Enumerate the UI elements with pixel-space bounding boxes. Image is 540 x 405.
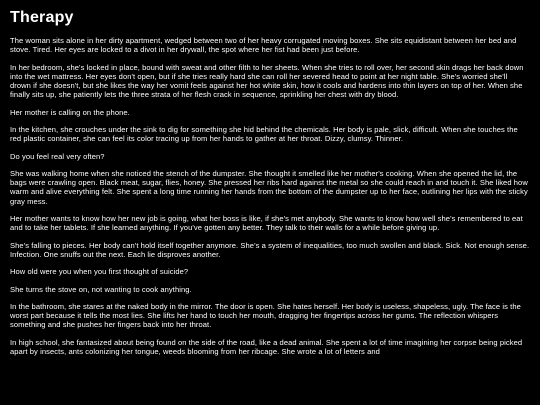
page-title: Therapy — [10, 9, 74, 26]
paragraph: She turns the stove on, not wanting to cook anything. — [10, 284, 192, 294]
paragraph: How old were you when you first thought of suicide? — [10, 267, 189, 277]
paragraph: Her mother is calling on the phone. — [10, 107, 130, 117]
paragraph: In her bedroom, she's locked in place, bound with sweat and other filth to her sheets. When she tries to roll over, her second skin drags her back down into the wet mattress. Her eyes don't open, but if she tries really hard she can roll her severed head to point at her night table. She's worried she'll drown if she doesn't, but she likes the way her vomit feels against her hot white skin, how it cools and hardens into thin layers on top of her. When she finally sits up, she patiently lets the three strata of her flesh crack in sequence, sprinkling her chest with dry blood. — [10, 62, 524, 100]
paragraph: In the bathroom, she stares at the naked body in the mirror. The door is open. She hates herself. Her body is useless, shapeless, ugly. The face is the worst part because it tells the most lies. She lifts her hand to touch her mouth, dragging her fingertips across her gums. The reflection whispers something and she pushes her fingers back into her throat. — [10, 301, 521, 330]
document-page — [10, 8, 530, 364]
story-body — [10, 36, 530, 356]
paragraph: She was walking home when she noticed the stench of the dumpster. She thought it smelled like her mother's cooking. When she opened the lid, the bags were crawling open. Black meat, sugar, flies, honey. She pressed her ribs hard against the metal so she could reach in and touch it. She liked how warm and alive everything felt. She spent a long time running her hands from the bottom of the dumpster up to her face, outlining her lips with the sticky gray mess. — [10, 168, 528, 206]
paragraph: In high school, she fantasized about being found on the side of the road, like a dead animal. She spent a lot of time imagining her corpse being picked apart by insects, ants colonizing her tongue, weeds blooming from her ribcage. She wrote a lot of letters and — [10, 337, 523, 356]
paragraph: Do you feel real very often? — [10, 151, 105, 161]
paragraph: In the kitchen, she crouches under the sink to dig for something she hid behind the chemicals. Her body is pale, slick, difficult. When she touches the red plastic container, she can feel its color tracing up from her hands to gather at her throat. Dizzy, clumsy. Thinner. — [10, 124, 518, 144]
paragraph: She's falling to pieces. Her body can't hold itself together anymore. She's a system of inequalities, too much swollen and black. Sick. Not enough sense. Infection. One snuffs out the next. Each lie disproves another. — [10, 240, 530, 259]
paragraph: Her mother wants to know how her new job is going, what her boss is like, if she's met anybody. She wants to know how well she's remembered to eat and to take her tablets. If she learned anything. If you've gotten any better. They talk to their walls for a while before giving up. — [10, 213, 523, 233]
paragraph: The woman sits alone in her dirty apartment, wedged between two of her heavy corrugated moving boxes. She sits equidistant between her bed and stove. Tired. Her eyes are locked to a divot in her drywall, the spot where her fist had been just before. — [10, 36, 517, 55]
